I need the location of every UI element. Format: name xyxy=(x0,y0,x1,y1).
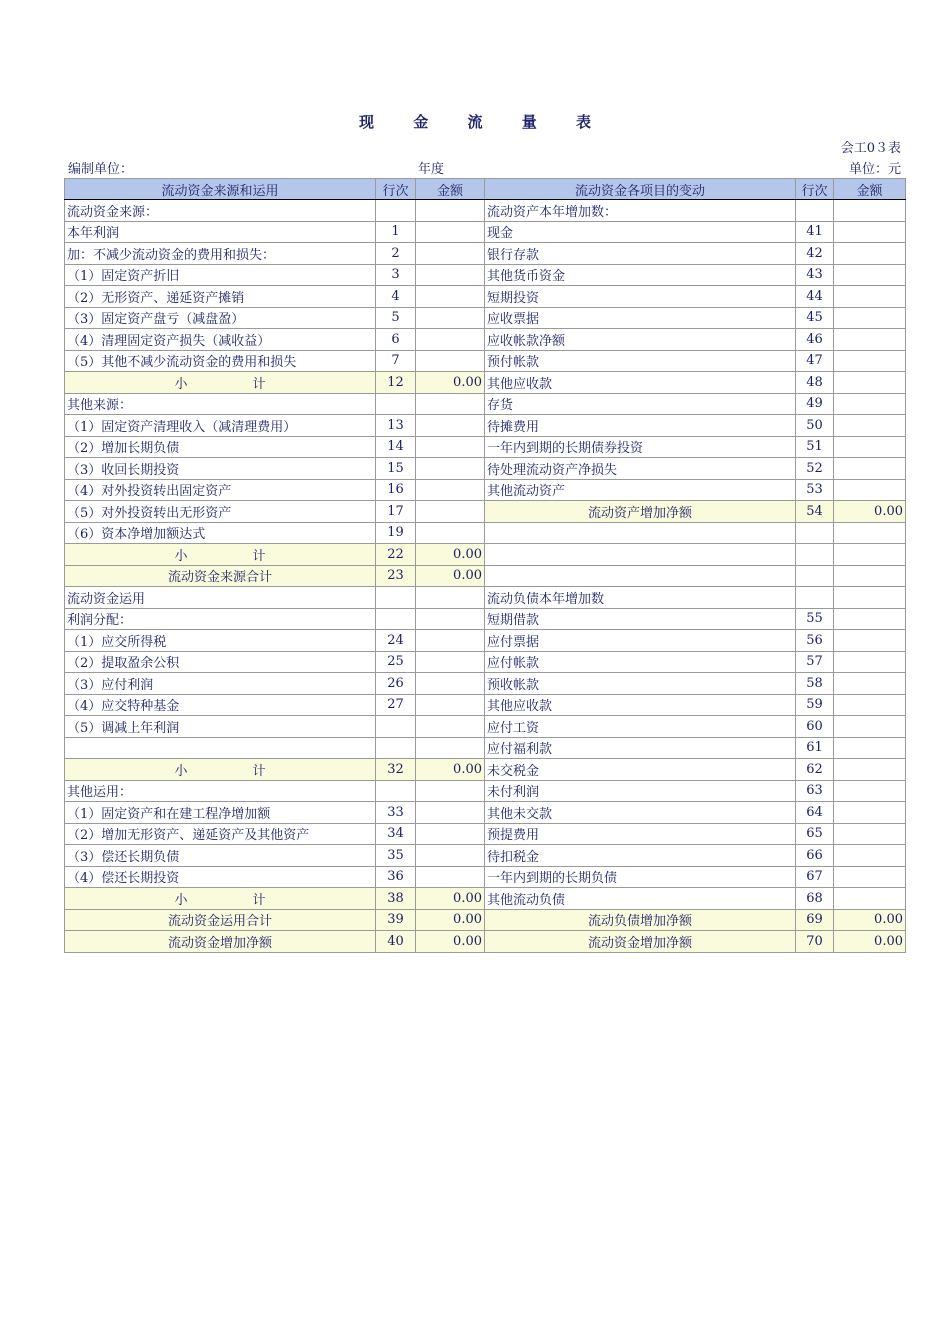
left-amount-cell xyxy=(416,608,485,630)
left-amount-cell xyxy=(416,866,485,888)
right-line-cell: 50 xyxy=(796,415,834,437)
table-row xyxy=(65,264,906,286)
left-line-cell: 7 xyxy=(376,350,416,372)
table-row xyxy=(65,931,906,953)
left-line-cell xyxy=(376,780,416,802)
right-amount-cell xyxy=(834,329,906,351)
right-item-cell: 待摊费用 xyxy=(485,415,796,437)
left-item-cell: （1）应交所得税 xyxy=(65,630,376,652)
left-amount-cell xyxy=(416,458,485,480)
right-item-cell xyxy=(485,565,796,587)
left-line-cell: 33 xyxy=(376,802,416,824)
left-line-cell xyxy=(376,587,416,609)
left-item-cell: （2）增加长期负债 xyxy=(65,436,376,458)
table-row xyxy=(65,694,906,716)
table-row xyxy=(65,888,906,910)
table-row xyxy=(65,522,906,544)
right-line-cell: 45 xyxy=(796,307,834,329)
year-label: 年度 xyxy=(418,162,445,177)
left-item-cell: 加：不减少流动资金的费用和损失： xyxy=(65,243,376,265)
table-row xyxy=(65,823,906,845)
left-line-cell: 2 xyxy=(376,243,416,265)
right-amount-cell xyxy=(834,372,906,394)
right-amount-cell xyxy=(834,608,906,630)
right-item-cell: 应付帐款 xyxy=(485,651,796,673)
title-char: 现 xyxy=(358,113,408,131)
left-line-cell: 36 xyxy=(376,866,416,888)
left-item-cell: （6）资本净增加额达式 xyxy=(65,522,376,544)
unit-label: 编制单位： xyxy=(68,162,134,177)
left-amount-cell xyxy=(416,221,485,243)
left-line-cell: 1 xyxy=(376,221,416,243)
header-left-item: 流动资金来源和运用 xyxy=(65,179,376,200)
table-row xyxy=(65,458,906,480)
left-line-cell: 14 xyxy=(376,436,416,458)
left-line-cell xyxy=(376,716,416,738)
left-line-cell: 38 xyxy=(376,888,416,910)
table-row xyxy=(65,350,906,372)
left-amount-cell xyxy=(416,350,485,372)
right-line-cell: 42 xyxy=(796,243,834,265)
right-amount-cell xyxy=(834,780,906,802)
right-amount-cell: 0.00 xyxy=(834,931,906,953)
table-row xyxy=(65,845,906,867)
left-line-cell: 26 xyxy=(376,673,416,695)
right-item-cell: 其他流动资产 xyxy=(485,479,796,501)
right-line-cell xyxy=(796,587,834,609)
left-amount-cell xyxy=(416,307,485,329)
right-amount-cell xyxy=(834,823,906,845)
left-amount-cell xyxy=(416,802,485,824)
right-amount-cell xyxy=(834,264,906,286)
left-amount-cell: 0.00 xyxy=(416,565,485,587)
left-amount-cell xyxy=(416,329,485,351)
cash-flow-table xyxy=(64,178,906,953)
right-item-cell: 现金 xyxy=(485,221,796,243)
left-item-cell: （3）偿还长期负债 xyxy=(65,845,376,867)
left-item-cell: 流动资金增加净额 xyxy=(65,931,376,953)
left-amount-cell xyxy=(416,823,485,845)
table-row xyxy=(65,479,906,501)
left-amount-cell: 0.00 xyxy=(416,931,485,953)
left-line-cell: 15 xyxy=(376,458,416,480)
left-amount-cell xyxy=(416,716,485,738)
form-number: 会工0３表 xyxy=(840,141,901,156)
left-amount-cell xyxy=(416,393,485,415)
right-amount-cell xyxy=(834,716,906,738)
right-amount-cell xyxy=(834,522,906,544)
right-line-cell: 66 xyxy=(796,845,834,867)
left-item-cell: 小 计 xyxy=(65,759,376,781)
table-row xyxy=(65,802,906,824)
table-row xyxy=(65,651,906,673)
left-line-cell: 40 xyxy=(376,931,416,953)
left-line-cell: 35 xyxy=(376,845,416,867)
left-item-cell: （5）调减上年利润 xyxy=(65,716,376,738)
right-item-cell: 应收帐款净额 xyxy=(485,329,796,351)
right-line-cell: 55 xyxy=(796,608,834,630)
left-line-cell xyxy=(376,393,416,415)
left-item-cell: （4）偿还长期投资 xyxy=(65,866,376,888)
right-line-cell xyxy=(796,200,834,222)
left-item-cell: （2）无形资产、递延资产摊销 xyxy=(65,286,376,308)
right-item-cell xyxy=(485,544,796,566)
right-item-cell xyxy=(485,522,796,544)
header-right-line: 行次 xyxy=(796,179,834,200)
right-line-cell xyxy=(796,544,834,566)
left-line-cell xyxy=(376,608,416,630)
right-item-cell: 流动负债增加净额 xyxy=(485,909,796,931)
right-line-cell: 43 xyxy=(796,264,834,286)
table-row xyxy=(65,243,906,265)
table-row xyxy=(65,415,906,437)
left-line-cell: 39 xyxy=(376,909,416,931)
right-item-cell: 一年内到期的长期债券投资 xyxy=(485,436,796,458)
right-line-cell: 44 xyxy=(796,286,834,308)
left-amount-cell: 0.00 xyxy=(416,372,485,394)
right-item-cell: 短期借款 xyxy=(485,608,796,630)
title-char: 量 xyxy=(521,113,571,131)
right-item-cell: 其他货币资金 xyxy=(485,264,796,286)
left-line-cell: 19 xyxy=(376,522,416,544)
left-item-cell: （3）应付利润 xyxy=(65,673,376,695)
table-row xyxy=(65,673,906,695)
left-amount-cell xyxy=(416,264,485,286)
right-item-cell: 预收帐款 xyxy=(485,673,796,695)
table-row xyxy=(65,221,906,243)
left-item-cell: （4）对外投资转出固定资产 xyxy=(65,479,376,501)
left-item-cell: 小 计 xyxy=(65,372,376,394)
right-amount-cell xyxy=(834,651,906,673)
left-line-cell: 12 xyxy=(376,372,416,394)
right-line-cell: 70 xyxy=(796,931,834,953)
right-item-cell: 其他应收款 xyxy=(485,694,796,716)
right-line-cell: 51 xyxy=(796,436,834,458)
right-line-cell: 65 xyxy=(796,823,834,845)
table-row xyxy=(65,200,906,222)
left-amount-cell xyxy=(416,673,485,695)
right-amount-cell xyxy=(834,479,906,501)
left-item-cell: （1）固定资产和在建工程净增加额 xyxy=(65,802,376,824)
left-amount-cell: 0.00 xyxy=(416,888,485,910)
left-line-cell: 25 xyxy=(376,651,416,673)
right-item-cell: 应付福利款 xyxy=(485,737,796,759)
left-item-cell: （4）应交特种基金 xyxy=(65,694,376,716)
right-amount-cell xyxy=(834,458,906,480)
left-item-cell: （2）提取盈余公积 xyxy=(65,651,376,673)
left-amount-cell xyxy=(416,651,485,673)
right-item-cell: 流动资金增加净额 xyxy=(485,931,796,953)
left-amount-cell xyxy=(416,845,485,867)
right-amount-cell xyxy=(834,630,906,652)
right-line-cell xyxy=(796,522,834,544)
left-item-cell: （1）固定资产折旧 xyxy=(65,264,376,286)
right-amount-cell xyxy=(834,737,906,759)
left-item-cell: 流动资金来源： xyxy=(65,200,376,222)
currency-label: 单位：元 xyxy=(848,162,901,177)
right-line-cell: 56 xyxy=(796,630,834,652)
right-item-cell: 未交税金 xyxy=(485,759,796,781)
right-amount-cell xyxy=(834,350,906,372)
left-item-cell: 本年利润 xyxy=(65,221,376,243)
left-amount-cell xyxy=(416,780,485,802)
right-line-cell: 64 xyxy=(796,802,834,824)
meta-row xyxy=(68,158,901,176)
left-amount-cell xyxy=(416,243,485,265)
left-item-cell: （2）增加无形资产、递延资产及其他资产 xyxy=(65,823,376,845)
table-row xyxy=(65,544,906,566)
right-amount-cell xyxy=(834,200,906,222)
left-item-cell: 流动资金运用 xyxy=(65,587,376,609)
left-item-cell: （4）清理固定资产损失（减收益） xyxy=(65,329,376,351)
right-amount-cell xyxy=(834,866,906,888)
table-row xyxy=(65,909,906,931)
right-amount-cell xyxy=(834,888,906,910)
right-amount-cell xyxy=(834,845,906,867)
left-item-cell: 小 计 xyxy=(65,888,376,910)
left-amount-cell xyxy=(416,286,485,308)
right-line-cell: 58 xyxy=(796,673,834,695)
page-title xyxy=(0,111,950,132)
right-line-cell: 54 xyxy=(796,501,834,523)
left-line-cell: 5 xyxy=(376,307,416,329)
left-amount-cell xyxy=(416,522,485,544)
right-item-cell: 流动资产本年增加数： xyxy=(485,200,796,222)
left-line-cell: 22 xyxy=(376,544,416,566)
right-line-cell: 67 xyxy=(796,866,834,888)
right-item-cell: 存货 xyxy=(485,393,796,415)
right-amount-cell xyxy=(834,393,906,415)
left-amount-cell xyxy=(416,630,485,652)
table-row xyxy=(65,716,906,738)
table-row xyxy=(65,630,906,652)
right-item-cell: 其他应收款 xyxy=(485,372,796,394)
right-amount-cell xyxy=(834,307,906,329)
left-line-cell: 6 xyxy=(376,329,416,351)
right-amount-cell xyxy=(834,565,906,587)
table-row xyxy=(65,780,906,802)
table-row xyxy=(65,608,906,630)
right-item-cell: 待处理流动资产净损失 xyxy=(485,458,796,480)
left-amount-cell xyxy=(416,694,485,716)
right-line-cell: 59 xyxy=(796,694,834,716)
table-row xyxy=(65,759,906,781)
right-amount-cell xyxy=(834,243,906,265)
right-item-cell: 应收票据 xyxy=(485,307,796,329)
left-item-cell: （5）其他不减少流动资金的费用和损失 xyxy=(65,350,376,372)
right-amount-cell xyxy=(834,415,906,437)
left-line-cell: 34 xyxy=(376,823,416,845)
left-line-cell: 32 xyxy=(376,759,416,781)
left-amount-cell: 0.00 xyxy=(416,544,485,566)
right-line-cell: 52 xyxy=(796,458,834,480)
table-row xyxy=(65,393,906,415)
right-line-cell: 49 xyxy=(796,393,834,415)
right-amount-cell xyxy=(834,673,906,695)
left-amount-cell xyxy=(416,737,485,759)
right-amount-cell: 0.00 xyxy=(834,501,906,523)
right-item-cell: 短期投资 xyxy=(485,286,796,308)
left-item-cell: 其他运用： xyxy=(65,780,376,802)
left-item-cell xyxy=(65,737,376,759)
left-amount-cell: 0.00 xyxy=(416,759,485,781)
left-amount-cell xyxy=(416,200,485,222)
right-line-cell: 41 xyxy=(796,221,834,243)
right-amount-cell xyxy=(834,544,906,566)
header-right-item: 流动资金各项目的变动 xyxy=(485,179,796,200)
right-line-cell: 69 xyxy=(796,909,834,931)
right-item-cell: 预提费用 xyxy=(485,823,796,845)
right-item-cell: 应付票据 xyxy=(485,630,796,652)
right-amount-cell xyxy=(834,436,906,458)
table-row xyxy=(65,372,906,394)
left-amount-cell xyxy=(416,479,485,501)
left-line-cell: 4 xyxy=(376,286,416,308)
right-item-cell: 其他未交款 xyxy=(485,802,796,824)
left-item-cell: 其他来源： xyxy=(65,393,376,415)
left-item-cell: 小 计 xyxy=(65,544,376,566)
left-line-cell: 17 xyxy=(376,501,416,523)
right-item-cell: 待扣税金 xyxy=(485,845,796,867)
table-row xyxy=(65,436,906,458)
left-line-cell: 3 xyxy=(376,264,416,286)
right-item-cell: 一年内到期的长期负债 xyxy=(485,866,796,888)
header-left-amount: 金额 xyxy=(416,179,485,200)
right-amount-cell xyxy=(834,221,906,243)
table-header-row xyxy=(65,179,906,200)
left-amount-cell: 0.00 xyxy=(416,909,485,931)
left-item-cell: （3）收回长期投资 xyxy=(65,458,376,480)
left-item-cell: （5）对外投资转出无形资产 xyxy=(65,501,376,523)
right-amount-cell xyxy=(834,587,906,609)
right-line-cell: 48 xyxy=(796,372,834,394)
left-line-cell: 27 xyxy=(376,694,416,716)
left-line-cell: 24 xyxy=(376,630,416,652)
table-row xyxy=(65,737,906,759)
right-line-cell: 63 xyxy=(796,780,834,802)
right-line-cell: 62 xyxy=(796,759,834,781)
right-line-cell: 57 xyxy=(796,651,834,673)
left-amount-cell xyxy=(416,436,485,458)
left-amount-cell xyxy=(416,501,485,523)
table-row xyxy=(65,565,906,587)
right-item-cell: 应付工资 xyxy=(485,716,796,738)
right-item-cell: 流动负债本年增加数 xyxy=(485,587,796,609)
table-row xyxy=(65,501,906,523)
left-item-cell: 利润分配： xyxy=(65,608,376,630)
right-line-cell: 60 xyxy=(796,716,834,738)
left-item-cell: （3）固定资产盘亏（减盘盈） xyxy=(65,307,376,329)
left-item-cell: （1）固定资产清理收入（减清理费用） xyxy=(65,415,376,437)
right-line-cell: 68 xyxy=(796,888,834,910)
header-left-line: 行次 xyxy=(376,179,416,200)
left-line-cell xyxy=(376,737,416,759)
title-char: 表 xyxy=(575,113,625,131)
right-item-cell: 未付利润 xyxy=(485,780,796,802)
right-amount-cell xyxy=(834,286,906,308)
left-item-cell: 流动资金运用合计 xyxy=(65,909,376,931)
right-item-cell: 预付帐款 xyxy=(485,350,796,372)
table-row xyxy=(65,286,906,308)
right-line-cell: 47 xyxy=(796,350,834,372)
title-char: 金 xyxy=(413,113,463,131)
table-row xyxy=(65,329,906,351)
left-line-cell: 23 xyxy=(376,565,416,587)
left-amount-cell xyxy=(416,415,485,437)
right-amount-cell xyxy=(834,694,906,716)
right-line-cell: 46 xyxy=(796,329,834,351)
table-row xyxy=(65,587,906,609)
left-line-cell xyxy=(376,200,416,222)
right-item-cell: 流动资产增加净额 xyxy=(485,501,796,523)
header-right-amount: 金额 xyxy=(834,179,906,200)
right-line-cell: 61 xyxy=(796,737,834,759)
left-line-cell: 13 xyxy=(376,415,416,437)
left-line-cell: 16 xyxy=(376,479,416,501)
right-amount-cell: 0.00 xyxy=(834,909,906,931)
left-item-cell: 流动资金来源合计 xyxy=(65,565,376,587)
right-line-cell xyxy=(796,565,834,587)
table-row xyxy=(65,307,906,329)
right-line-cell: 53 xyxy=(796,479,834,501)
right-item-cell: 银行存款 xyxy=(485,243,796,265)
left-amount-cell xyxy=(416,587,485,609)
right-amount-cell xyxy=(834,802,906,824)
table-row xyxy=(65,866,906,888)
title-char: 流 xyxy=(467,113,517,131)
right-amount-cell xyxy=(834,759,906,781)
right-item-cell: 其他流动负债 xyxy=(485,888,796,910)
